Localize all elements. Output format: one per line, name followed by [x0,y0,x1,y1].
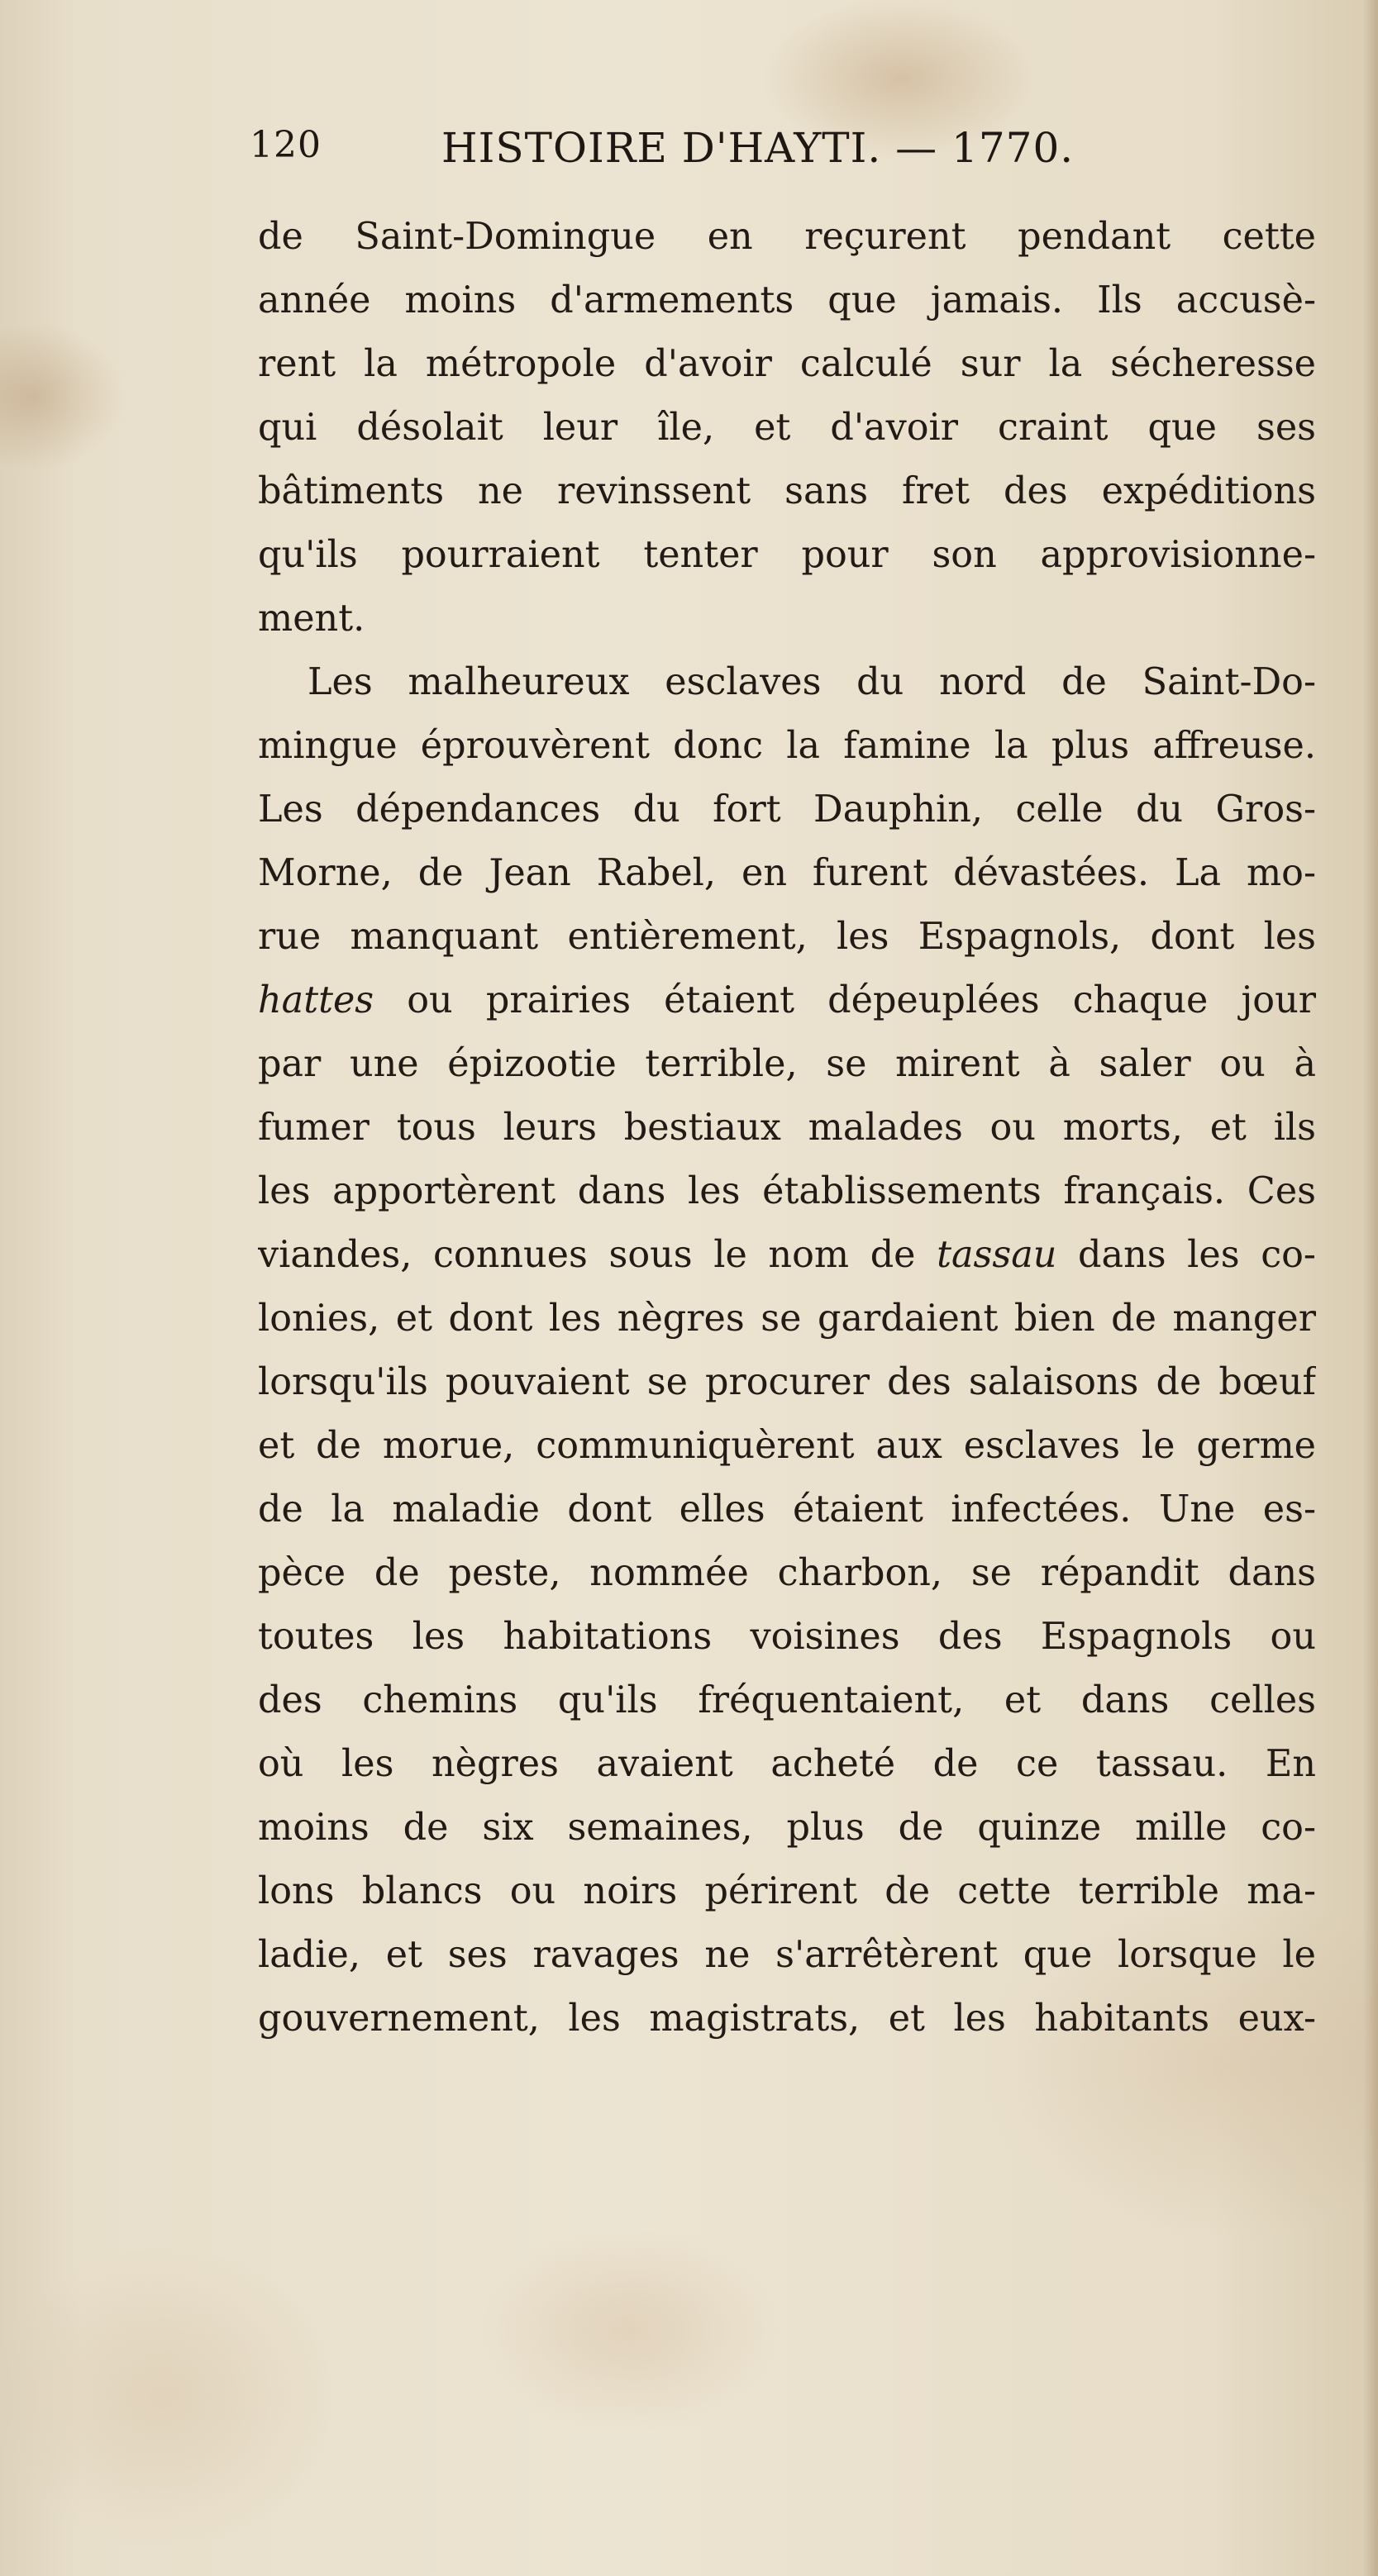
page-edge-shadow [1363,0,1378,2576]
text-line: pèce de peste, nommée charbon, se répandit dans [258,1552,1316,1594]
text-segment: ou prairies étaient dépeuplées chaque jour [407,979,1316,1021]
text-line: les apportèrent dans les établissements français. Ces [258,1170,1316,1212]
running-header [250,124,1126,190]
text-line: ladie, et ses ravages ne s'arrêtèrent que lorsque le [258,1934,1316,1976]
italic-word-tassau: tassau [937,1234,1057,1276]
text-line: bâtiments ne revinssent sans fret des expéditions [258,470,1316,512]
text-line: qu'ils pourraient tenter pour son approvisionne- [258,534,1316,576]
paragraph-1 [258,205,1316,650]
text-line: année moins d'armements que jamais. Ils accusè- [258,279,1316,321]
text-line: Morne, de Jean Rabel, en furent dévastées. La mo- [258,852,1316,894]
text-line: rent la métropole d'avoir calculé sur la sécheresse [258,343,1316,385]
text-line: gouvernement, les magistrats, et les habitants eux- [258,1997,1316,2040]
text-line-with-italic [258,1223,1316,1287]
page-number: 120 [250,124,322,166]
text-segment: dans les co- [1078,1234,1316,1276]
italic-word-hattes: hattes [258,979,374,1021]
text-line: Les malheureux esclaves du nord de Saint-Do- [308,661,1316,703]
text-line: lons blancs ou noirs périrent de cette terrible ma- [258,1870,1316,1912]
text-line: rue manquant entièrement, les Espagnols, dont les [258,916,1316,958]
text-segment: viandes, connues sous le nom de [258,1234,916,1276]
text-line: moins de six semaines, plus de quinze mille co- [258,1807,1316,1849]
text-line: qui désolait leur île, et d'avoir craint que ses [258,407,1316,449]
text-line: de la maladie dont elles étaient infectées. Une es- [258,1488,1316,1531]
text-line: Les dépendances du fort Dauphin, celle du Gros- [258,788,1316,831]
text-line: par une épizootie terrible, se mirent à saler ou à [258,1043,1316,1085]
running-title: HISTOIRE D'HAYTI. — 1770. [441,124,1075,172]
text-line: lonies, et dont les nègres se gardaient bien de manger [258,1298,1316,1340]
text-line: où les nègres avaient acheté de ce tassau. En [258,1743,1316,1785]
text-line: lorsqu'ils pouvaient se procurer des salaisons de bœuf [258,1361,1316,1403]
text-line: de Saint-Domingue en reçurent pendant cette [258,216,1316,258]
text-line: des chemins qu'ils fréquentaient, et dans celles [258,1679,1316,1721]
text-line: et de morue, communiquèrent aux esclaves le germe [258,1425,1316,1467]
paragraph-2 [258,650,1316,2050]
body-text [258,205,1316,2050]
text-line: mingue éprouvèrent donc la famine la plus affreuse. [258,725,1316,767]
text-line: toutes les habitations voisines des Espagnols ou [258,1616,1316,1658]
text-line: ment. [258,598,365,640]
text-line: fumer tous leurs bestiaux malades ou morts, et ils [258,1107,1316,1149]
text-line-with-italic [258,969,1316,1032]
